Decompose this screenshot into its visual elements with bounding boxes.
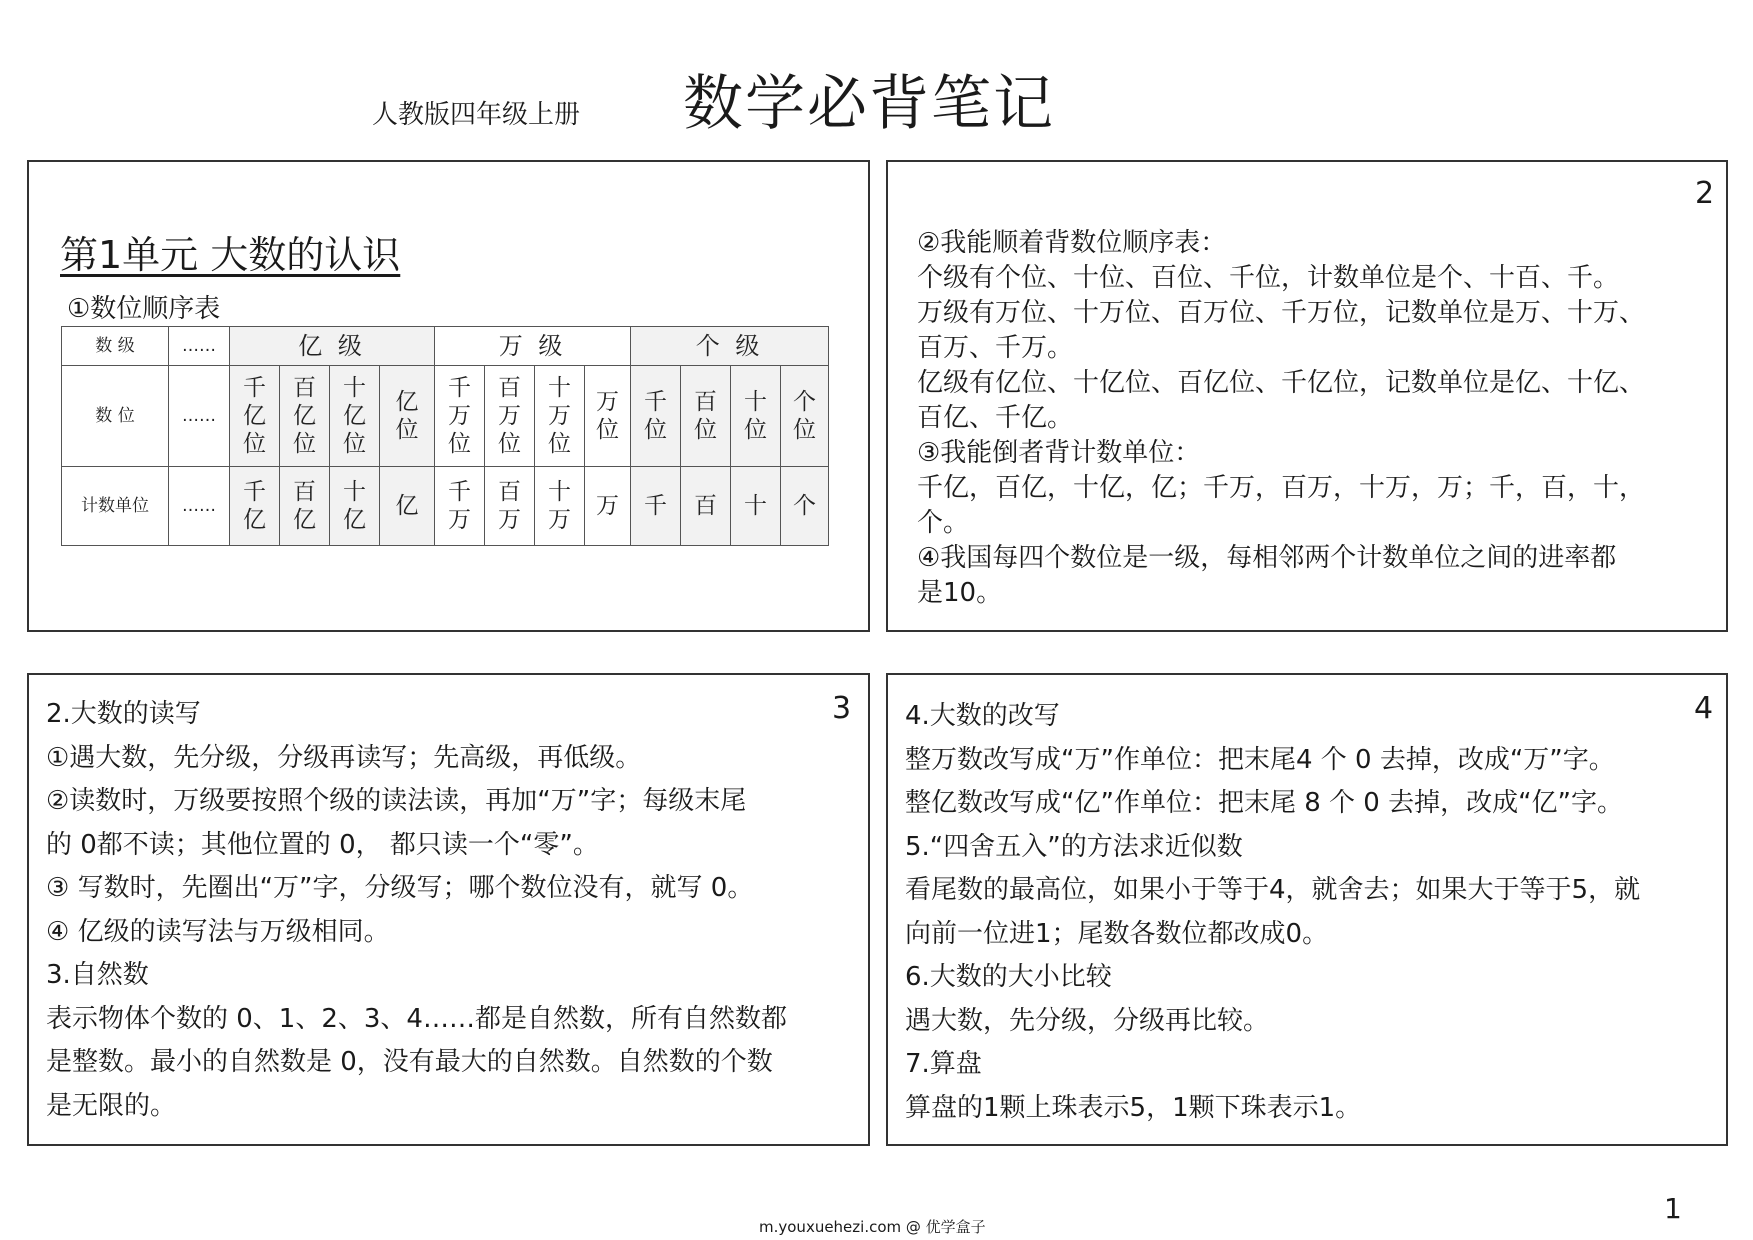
text-line: 个。 <box>917 508 970 538</box>
digit-cell: 百亿位 <box>280 366 330 467</box>
text-line: 百万、千万。 <box>917 333 1074 363</box>
panel-number: 4 <box>1694 691 1714 726</box>
table-row-level <box>62 327 829 366</box>
text-line: 遇大数，先分级，分级再比较。 <box>905 1005 1270 1036</box>
unit-title: 第1单元 大数的认识 <box>60 233 401 277</box>
text-line: 5.“四舍五入”的方法求近似数 <box>905 831 1243 862</box>
unit-cell: 百万 <box>485 467 535 546</box>
panel-2 <box>886 160 1728 632</box>
page-subtitle: 人教版四年级上册 <box>372 100 581 130</box>
digit-cell: 千位 <box>631 366 681 467</box>
digit-cell: 十位 <box>731 366 781 467</box>
text-line: 整亿数改写成“亿”作单位：把末尾 8 个 0 去掉，改成“亿”字。 <box>905 788 1624 818</box>
text-line: 向前一位进1；尾数各数位都改成0。 <box>905 918 1329 949</box>
digit-cell: 十亿位 <box>330 366 380 467</box>
table-row-unit <box>62 467 829 546</box>
unit-cell: 亿 <box>380 467 435 546</box>
text-line: 万级有万位、十万位、百万位、千万位，记数单位是万、十万、 <box>917 298 1646 328</box>
text-line: 3.自然数 <box>46 960 149 990</box>
text-line: 算盘的1颗上珠表示5，1颗下珠表示1。 <box>905 1092 1362 1123</box>
unit-cell: 百亿 <box>280 467 330 546</box>
text-line: 的 0都不读；其他位置的 0， 都只读一个“零”。 <box>46 829 599 860</box>
group-yi: 亿 级 <box>230 327 435 366</box>
digit-cell: 千万位 <box>435 366 485 467</box>
group-wan: 万 级 <box>435 327 631 366</box>
digit-cell: 个位 <box>781 366 829 467</box>
text-line: 百亿、千亿。 <box>917 403 1074 433</box>
unit-cell: 千万 <box>435 467 485 546</box>
digit-cell: 千亿位 <box>230 366 280 467</box>
digit-cell: 十万位 <box>535 366 585 467</box>
page-title: 数学必背笔记 <box>683 69 1055 139</box>
footer-source: m.youxuehezi.com @ 优学盒子 <box>759 1218 986 1236</box>
panel-number: 2 <box>1695 176 1715 211</box>
text-line: 亿级有亿位、十亿位、百亿位、千亿位，记数单位是亿、十亿、 <box>917 368 1646 398</box>
text-line: ③ 写数时，先圈出“万”字，分级写；哪个数位没有，就写 0。 <box>46 873 754 903</box>
text-line: 是10。 <box>917 578 1003 608</box>
text-line: 2.大数的读写 <box>46 699 201 729</box>
text-line: 个级有个位、十位、百位、千位，计数单位是个、十百、千。 <box>917 263 1620 293</box>
unit-cell: 千 <box>631 467 681 546</box>
text-line: 是无限的。 <box>46 1090 177 1121</box>
text-line: 4.大数的改写 <box>905 701 1060 731</box>
table-heading: ①数位顺序表 <box>67 294 221 324</box>
panel-4 <box>886 673 1728 1146</box>
ellipsis-cell: …… <box>169 327 230 366</box>
row-label-level: 数 级 <box>62 327 169 366</box>
panel-number: 3 <box>832 691 852 726</box>
group-ge: 个 级 <box>631 327 829 366</box>
text-line: ③我能倒者背计数单位： <box>917 438 1201 468</box>
table-row-digit <box>62 366 829 467</box>
text-line: ②我能顺着背数位顺序表： <box>917 228 1227 258</box>
unit-cell: 个 <box>781 467 829 546</box>
row-label-unit: 计数单位 <box>62 467 169 546</box>
text-line: 千亿，百亿，十亿，亿；千万，百万，十万，万；千，百，十， <box>917 473 1646 503</box>
text-line: 7.算盘 <box>905 1049 982 1079</box>
place-value-table <box>61 326 829 546</box>
unit-cell: 万 <box>585 467 631 546</box>
text-line: 是整数。最小的自然数是 0，没有最大的自然数。自然数的个数 <box>46 1047 773 1077</box>
text-line: ④我国每四个数位是一级，每相邻两个计数单位之间的进率都 <box>917 543 1617 573</box>
panel-unit1-table <box>27 160 870 632</box>
text-line: 看尾数的最高位，如果小于等于4，就舍去；如果大于等于5，就 <box>905 875 1641 905</box>
unit-cell: 百 <box>681 467 731 546</box>
text-line: 表示物体个数的 0、1、2、3、4……都是自然数，所有自然数都 <box>46 1003 787 1034</box>
unit-cell: 千亿 <box>230 467 280 546</box>
text-line: 整万数改写成“万”作单位：把末尾4 个 0 去掉，改成“万”字。 <box>905 744 1615 775</box>
ellipsis-cell: …… <box>169 467 230 546</box>
digit-cell: 百位 <box>681 366 731 467</box>
row-label-digit: 数 位 <box>62 366 169 467</box>
text-line: ④ 亿级的读写法与万级相同。 <box>46 916 390 947</box>
panel-3 <box>27 673 870 1146</box>
ellipsis-cell: …… <box>169 366 230 467</box>
digit-cell: 百万位 <box>485 366 535 467</box>
digit-cell: 亿位 <box>380 366 435 467</box>
panel-text <box>905 695 1640 1130</box>
text-line: 6.大数的大小比较 <box>905 962 1112 992</box>
panel-text <box>46 693 787 1128</box>
unit-cell: 十 <box>731 467 781 546</box>
unit-cell: 十亿 <box>330 467 380 546</box>
unit-cell: 十万 <box>535 467 585 546</box>
panel-text <box>917 226 1645 611</box>
digit-cell: 万位 <box>585 366 631 467</box>
page-number: 1 <box>1664 1192 1682 1225</box>
text-line: ②读数时，万级要按照个级的读法读，再加“万”字；每级末尾 <box>46 786 747 816</box>
text-line: ①遇大数，先分级，分级再读写；先高级，再低级。 <box>46 742 642 773</box>
